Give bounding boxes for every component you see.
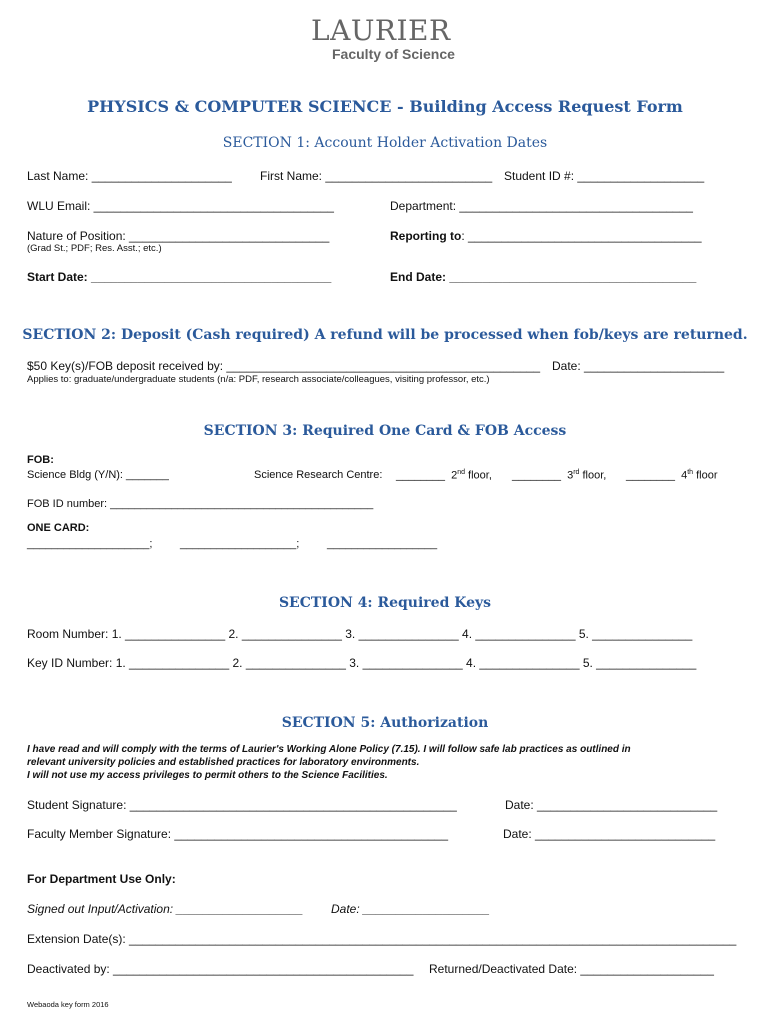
floor-3-field[interactable] (512, 469, 606, 482)
deactivated-by-field[interactable]: Deactivated by: _____________________________________________ (27, 962, 414, 976)
section5-heading: SECTION 5: Authorization (281, 715, 489, 731)
nature-of-position-field[interactable]: Nature of Position: ______________________________ (27, 229, 330, 243)
section4-heading: SECTION 4: Required Keys (278, 595, 492, 611)
first-name-field[interactable]: First Name: _________________________ (260, 169, 493, 183)
end-date-field[interactable]: End Date: _____________________________________ (390, 270, 697, 284)
reporting-to-field[interactable] (390, 229, 702, 243)
returned-deactivated-date-field[interactable]: Returned/Deactivated Date: ____________________ (429, 962, 714, 976)
logo-wordmark: LAURIER (311, 14, 451, 47)
student-signature-field[interactable]: Student Signature: _________________________________________________ (27, 798, 457, 812)
floor-3-blank: ________ (512, 469, 561, 482)
one-card-field-3[interactable]: __________________ (327, 538, 438, 550)
floor-4-number: 4 (681, 469, 688, 482)
floor-4-word: floor (693, 469, 718, 482)
floor-4-suffix: th (687, 469, 694, 476)
deposit-received-by-field[interactable]: $50 Key(s)/FOB deposit received by: _______________________________________________ (27, 359, 541, 373)
logo-subtitle: Faculty of Science (332, 46, 455, 62)
floor-2-blank: ________ (396, 469, 445, 482)
room-number-fields[interactable]: Room Number: 1. _______________ 2. _______________ 3. _______________ 4. _______________ 5. _______________ (27, 627, 693, 641)
authorization-statement-line-1: I have read and will comply with the terms of Laurier's Working Alone Policy (7.15). I will follow safe lab practices as outlined in (27, 744, 631, 755)
reporting-to-line: : ___________________________________ (461, 229, 702, 243)
start-date-field[interactable]: Start Date: ____________________________________ (27, 270, 332, 284)
key-id-number-fields[interactable]: Key ID Number: 1. _______________ 2. _______________ 3. _______________ 4. _______________ 5. _______________ (27, 656, 697, 670)
section1-heading: SECTION 1: Account Holder Activation Dates (222, 135, 548, 151)
floor-3-number: 3 (567, 469, 574, 482)
nature-of-position-note: (Grad St.; PDF; Res. Asst.; etc.) (27, 243, 162, 254)
student-signature-date-field[interactable]: Date: ___________________________ (505, 798, 718, 812)
floor-2-field[interactable] (396, 469, 492, 482)
student-id-field[interactable]: Student ID #: ___________________ (504, 169, 705, 183)
faculty-signature-field[interactable]: Faculty Member Signature: _________________________________________ (27, 827, 449, 841)
one-card-label: ONE CARD: (27, 522, 90, 534)
section3-heading: SECTION 3: Required One Card & FOB Access (203, 423, 567, 439)
science-research-centre-label: Science Research Centre: (254, 469, 383, 481)
fob-id-number-field[interactable]: FOB ID number: ___________________________________________ (27, 498, 374, 510)
deposit-date-field[interactable]: Date: _____________________ (552, 359, 725, 373)
department-use-heading: For Department Use Only: (27, 872, 176, 886)
floor-2-number: 2 (451, 469, 458, 482)
floor-4-field[interactable] (626, 469, 718, 482)
deposit-applies-to-note: Applies to: graduate/undergraduate students (n/a: PDF, research associate/colleagues, visiting professor, etc.) (27, 374, 490, 385)
science-bldg-field[interactable]: Science Bldg (Y/N): _______ (27, 469, 169, 481)
form-footer-id: Webaoda key form 2016 (27, 1000, 109, 1009)
extension-dates-field[interactable]: Extension Date(s): ___________________________________________________________________________________________ (27, 932, 737, 946)
authorization-statement-line-2: relevant university policies and established practices for laboratory environments. (27, 757, 420, 768)
one-card-field-2[interactable]: ___________________; (180, 538, 300, 550)
fob-label: FOB: (27, 454, 54, 466)
signed-out-date-field[interactable]: Date: ___________________ (331, 902, 490, 916)
floor-2-suffix: nd (457, 469, 465, 476)
reporting-to-label: Reporting to (390, 229, 462, 243)
department-field[interactable]: Department: ___________________________________ (390, 199, 693, 213)
authorization-statement-line-3: I will not use my access privileges to permit others to the Science Facilities. (27, 770, 388, 781)
floor-2-word: floor, (465, 469, 492, 482)
faculty-signature-date-field[interactable]: Date: ___________________________ (503, 827, 716, 841)
wlu-email-field[interactable]: WLU Email: ____________________________________ (27, 199, 334, 213)
one-card-field-1[interactable]: ____________________; (27, 538, 153, 550)
floor-3-word: floor, (579, 469, 607, 482)
floor-4-blank: ________ (626, 469, 675, 482)
form-title: PHYSICS & COMPUTER SCIENCE - Building Access Request Form (87, 97, 683, 116)
last-name-field[interactable]: Last Name: _____________________ (27, 169, 232, 183)
section2-heading: SECTION 2: Deposit (Cash required) A refund will be processed when fob/keys are returned. (22, 327, 748, 343)
signed-out-activation-field[interactable]: Signed out Input/Activation: ___________________ (27, 902, 304, 916)
floor-3-suffix: rd (573, 469, 580, 476)
